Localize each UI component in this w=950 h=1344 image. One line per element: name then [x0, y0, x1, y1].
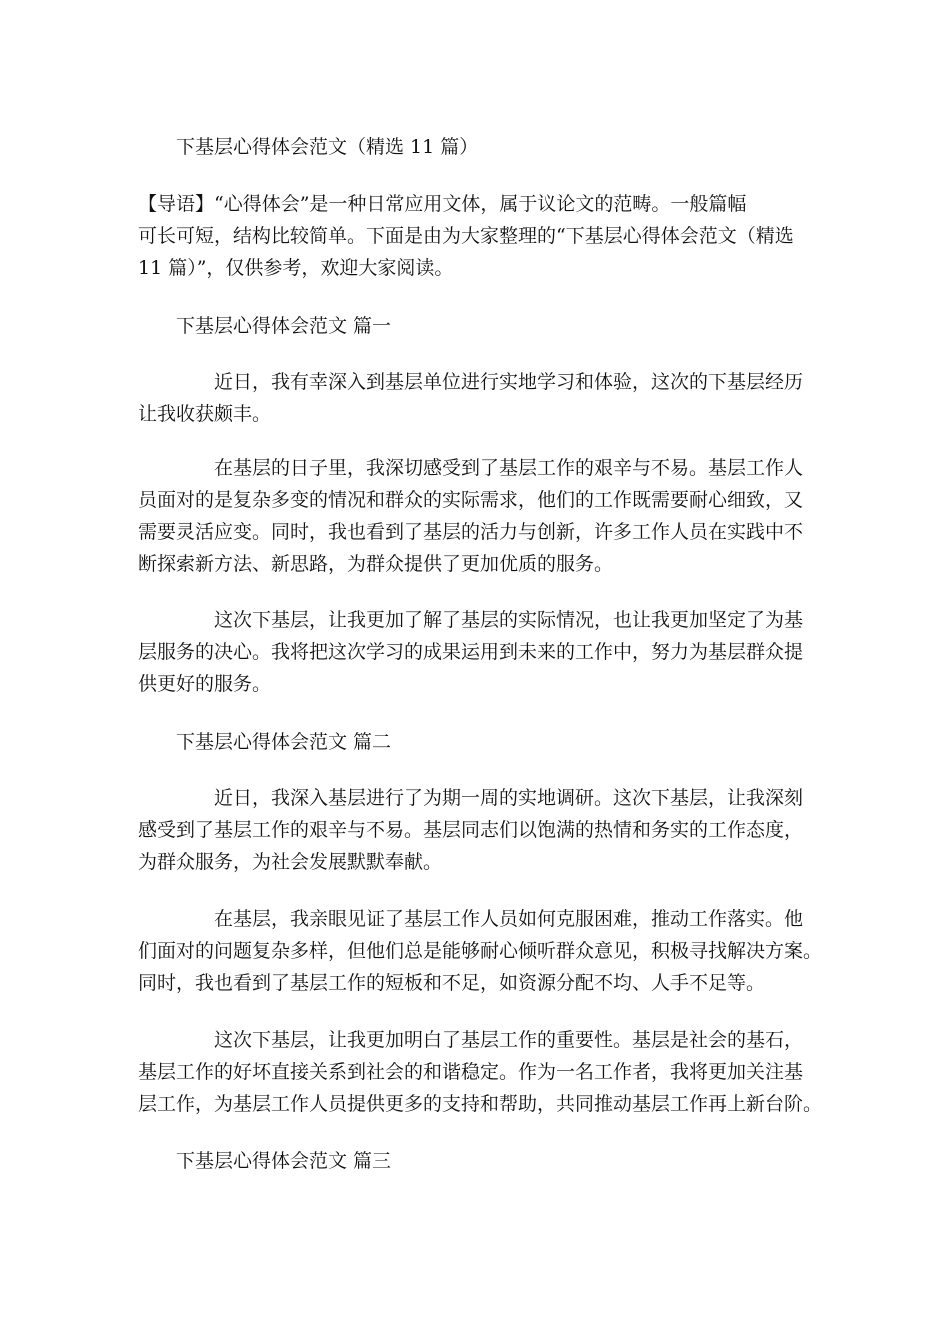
- paragraph-line: 们面对的问题复杂多样，但他们总是能够耐心倾听群众意见，积极寻找解决方案。: [138, 940, 823, 962]
- paragraph-line: 为群众服务，为社会发展默默奉献。: [138, 851, 443, 873]
- intro-line: 可长可短，结构比较简单。下面是由为大家整理的“下基层心得体会范文（精选: [138, 225, 794, 247]
- paragraph-line: 近日，我有幸深入到基层单位进行实地学习和体验，这次的下基层经历: [214, 371, 804, 393]
- intro-paragraph: [138, 188, 794, 284]
- document-title: 下基层心得体会范文（精选 11 篇）: [176, 136, 479, 158]
- intro-line: 【导语】“心得体会”是一种日常应用文体，属于议论文的范畴。一般篇幅: [138, 193, 747, 215]
- paragraph: [138, 604, 803, 700]
- paragraph-line: 员面对的是复杂多变的情况和群众的实际需求，他们的工作既需要耐心细致，又: [138, 489, 804, 511]
- section-heading-1: 下基层心得体会范文 篇一: [176, 315, 392, 337]
- paragraph-line: 层服务的决心。我将把这次学习的成果运用到未来的工作中，努力为基层群众提: [138, 641, 804, 663]
- paragraph-line: 感受到了基层工作的艰辛与不易。基层同志们以饱满的热情和务实的工作态度，: [138, 819, 804, 841]
- paragraph-line: 近日，我深入基层进行了为期一周的实地调研。这次下基层，让我深刻: [214, 787, 804, 809]
- paragraph-line: 基层工作的好坏直接关系到社会的和谐稳定。作为一名工作者，我将更加关注基: [138, 1061, 804, 1083]
- paragraph: [138, 903, 822, 999]
- paragraph: [138, 782, 803, 878]
- paragraph-line: 这次下基层，让我更加了解了基层的实际情况，也让我更加坚定了为基: [214, 609, 804, 631]
- paragraph-line: 同时，我也看到了基层工作的短板和不足，如资源分配不均、人手不足等。: [138, 972, 766, 994]
- paragraph: [138, 366, 803, 430]
- paragraph-line: 断探索新方法、新思路，为群众提供了更加优质的服务。: [138, 553, 614, 575]
- paragraph-line: 这次下基层，让我更加明白了基层工作的重要性。基层是社会的基石，: [214, 1029, 804, 1051]
- paragraph-line: 在基层，我亲眼见证了基层工作人员如何克服困难，推动工作落实。他: [214, 908, 804, 930]
- section-heading-3: 下基层心得体会范文 篇三: [176, 1150, 392, 1172]
- paragraph-line: 让我收获颇丰。: [138, 403, 272, 425]
- intro-line: 11 篇）”，仅供参考，欢迎大家阅读。: [138, 257, 454, 279]
- paragraph-line: 需要灵活应变。同时，我也看到了基层的活力与创新，许多工作人员在实践中不: [138, 521, 804, 543]
- paragraph-line: 供更好的服务。: [138, 673, 272, 695]
- paragraph: [138, 452, 803, 580]
- section-heading-2: 下基层心得体会范文 篇二: [176, 731, 392, 753]
- paragraph-line: 层工作，为基层工作人员提供更多的支持和帮助，共同推动基层工作再上新台阶。: [138, 1093, 823, 1115]
- paragraph-line: 在基层的日子里，我深切感受到了基层工作的艰辛与不易。基层工作人: [214, 457, 804, 479]
- paragraph: [138, 1024, 822, 1120]
